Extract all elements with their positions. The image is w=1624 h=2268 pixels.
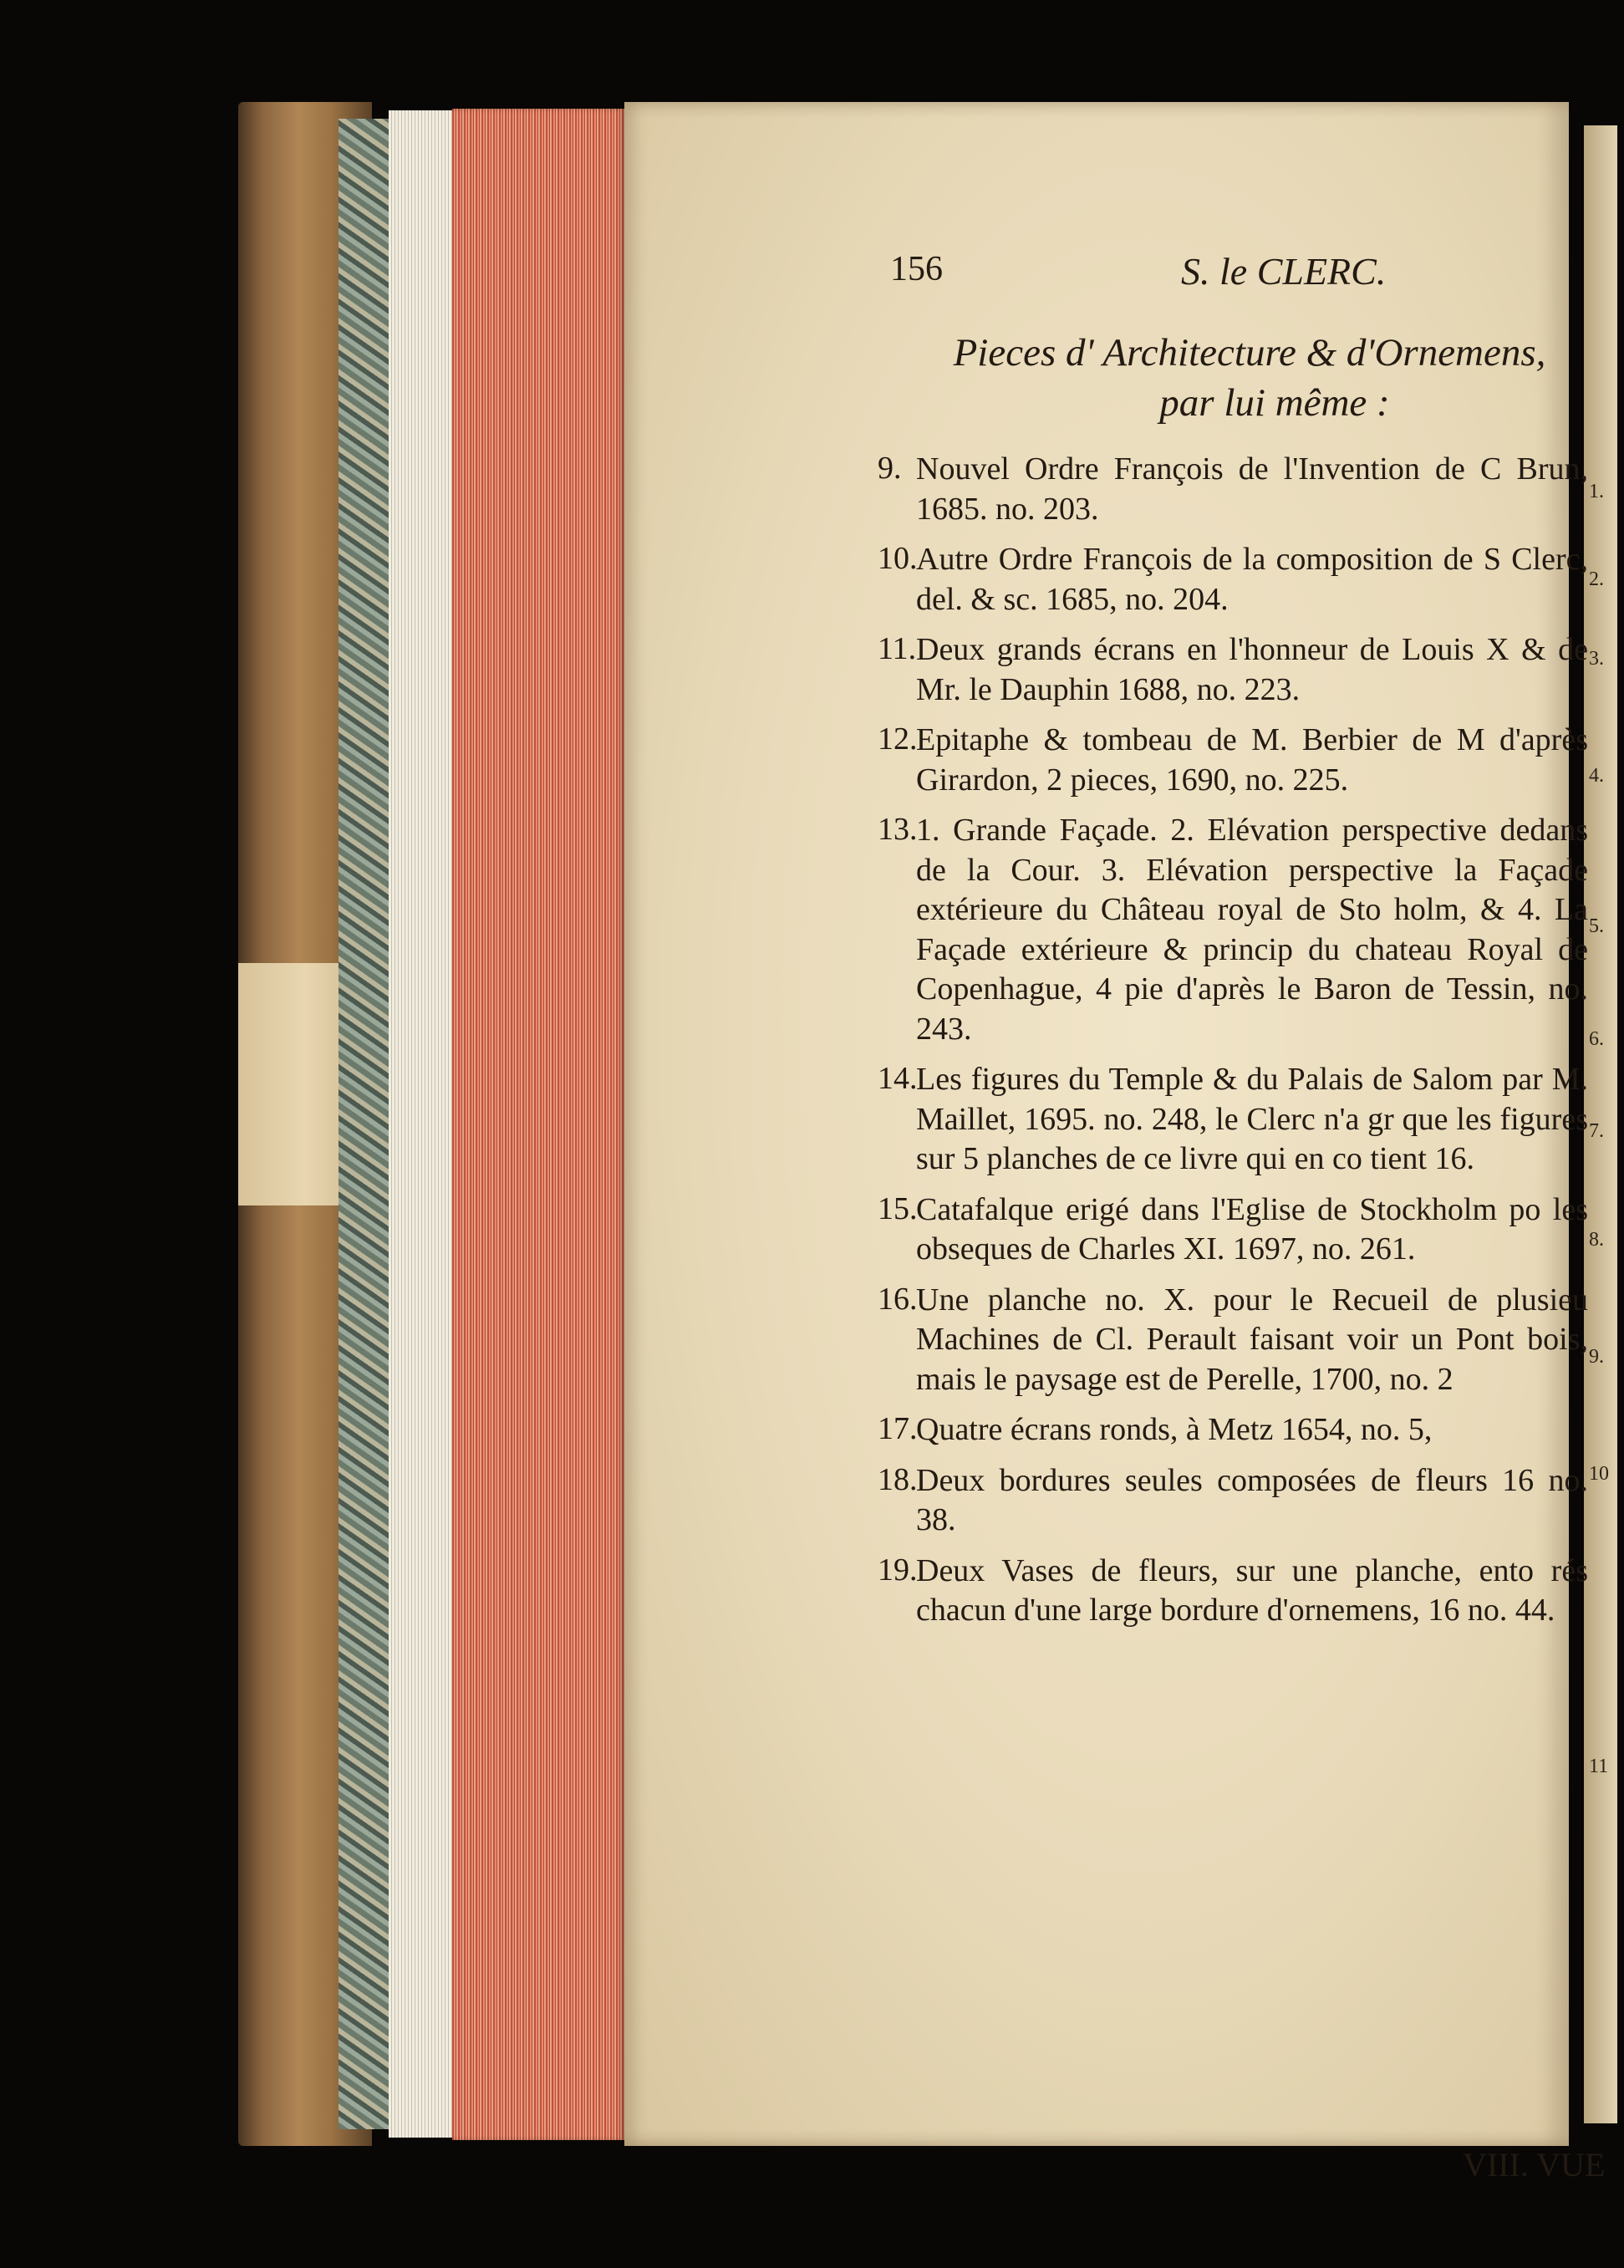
list-item: [878, 1410, 1588, 1450]
entry-text: Quatre écrans ronds, à Metz 1654, no. 5,: [916, 1412, 1433, 1447]
page-leaves: [389, 110, 456, 2138]
catchword: VIII. VUE: [1463, 2146, 1606, 2184]
entry-text: Une planche no. X. pour le Recueil de plusieu Machines de Cl. Perault faisant voir un Pont bois, mais le paysage est de Perelle, 1700, no. 2: [916, 1282, 1588, 1397]
entry-text: 1. Grande Façade. 2. Elévation perspective dedans de la Cour. 3. Elévation perspective la Façade extérieure du Château royal de Sto holm, & 4. La Façade extérieure & princip du chateau Royal de Copenhague, 4 pie d'après le Baron de Tessin, no. 243.: [916, 813, 1588, 1047]
entry-text: Epitaphe & tombeau de M. Berbier de M d'après Girardon, 2 pieces, 1690, no. 225.: [916, 722, 1588, 798]
marbled-endpaper: [339, 119, 390, 2129]
page-number: 156: [890, 250, 943, 288]
list-item: [878, 1552, 1588, 1631]
entry-number: 11.: [878, 631, 917, 666]
entry-number: 17.: [878, 1411, 918, 1446]
list-item: [878, 721, 1588, 800]
list-item: [878, 1190, 1588, 1270]
facing-page-number: 1.: [1589, 481, 1604, 502]
entry-text: Catafalque erigé dans l'Eglise de Stockholm po les obseques de Charles XI. 1697, no. 261.: [916, 1191, 1588, 1267]
entry-number: 15.: [878, 1190, 918, 1226]
entry-number: 12.: [878, 721, 918, 757]
entry-text: Autre Ordre François de la composition de S Clerc, del. & sc. 1685, no. 204.: [916, 542, 1588, 617]
list-item: [878, 1461, 1588, 1541]
list-item: [878, 1281, 1588, 1400]
facing-page-number: 7.: [1589, 1120, 1604, 1142]
list-item: [878, 630, 1588, 710]
entry-list: [878, 450, 1588, 1642]
entry-number: 18.: [878, 1461, 918, 1497]
page-header: [890, 249, 1624, 299]
facing-page-number: 8.: [1589, 1229, 1604, 1251]
facing-page-number: 2.: [1589, 568, 1604, 590]
entry-text: Les figures du Temple & du Palais de Salom par M. Maillet, 1695. no. 248, le Clerc n'a gr que les figures sur 5 planches de ce livre qui en co tient 16.: [916, 1062, 1588, 1176]
list-item: [878, 811, 1588, 1049]
entry-number: 14.: [878, 1061, 918, 1096]
list-item: [878, 450, 1588, 529]
facing-page-number: 9.: [1589, 1346, 1604, 1368]
entry-text: Deux grands écrans en l'honneur de Louis X & de Mr. le Dauphin 1688, no. 223.: [916, 632, 1588, 707]
entry-text: Nouvel Ordre François de l'Invention de C Brun, 1685. no. 203.: [916, 451, 1588, 527]
list-item: [878, 1060, 1588, 1180]
entry-text: Deux bordures seules composées de fleurs 16 no. 38.: [916, 1462, 1588, 1537]
section-title-line: Pieces d' Architecture & d'Ornemens,: [953, 331, 1546, 375]
entry-number: 10.: [878, 541, 918, 576]
entry-text: Deux Vases de fleurs, sur une planche, ento rés chacun d'une large bordure d'ornemens, 16 no. 44.: [916, 1552, 1588, 1628]
section-title-line: par lui même :: [1159, 381, 1390, 425]
list-item: [878, 540, 1588, 619]
red-page-edge: [452, 109, 624, 2140]
entry-number: 9.: [878, 451, 902, 486]
entry-number: 19.: [878, 1552, 918, 1588]
facing-page-number: 10: [1589, 1463, 1609, 1485]
section-title: [899, 328, 1601, 428]
facing-page-number: 11: [1589, 1756, 1609, 1777]
facing-page-number: 3.: [1589, 648, 1604, 670]
facing-page-number: 6.: [1589, 1028, 1604, 1050]
facing-page-number: 4.: [1589, 765, 1604, 787]
running-head: S. le CLERC.: [1181, 250, 1387, 293]
entry-number: 13.: [878, 812, 918, 847]
facing-page-number: 5.: [1589, 915, 1604, 937]
entry-number: 16.: [878, 1281, 918, 1317]
